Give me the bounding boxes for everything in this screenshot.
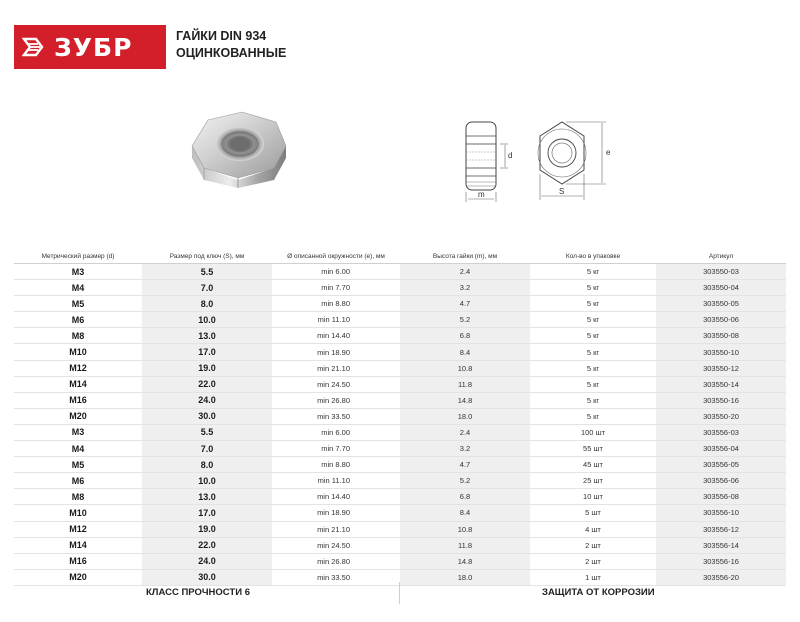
brand-name: ЗУБР — [54, 32, 133, 62]
height-cell: 4.7 — [400, 457, 530, 473]
corrosion-protection-label: ЗАЩИТА ОТ КОРРОЗИИ — [542, 587, 655, 598]
quantity-cell: 25 шт — [530, 473, 656, 489]
height-cell: 11.8 — [400, 537, 530, 553]
diagram-label-s: S — [559, 187, 565, 196]
diameter-cell: min 26.80 — [272, 392, 400, 408]
height-cell: 5.2 — [400, 312, 530, 328]
height-cell: 18.0 — [400, 569, 530, 585]
wrench-size-cell: 5.5 — [142, 264, 272, 280]
top-view-drawing — [538, 122, 606, 200]
header-pack-quantity: Кол-во в упаковке — [565, 252, 621, 260]
diameter-cell: min 11.10 — [272, 312, 400, 328]
quantity-cell: 5 кг — [530, 296, 656, 312]
quantity-cell: 5 кг — [530, 376, 656, 392]
diameter-cell: min 8.80 — [272, 457, 400, 473]
height-cell: 10.8 — [400, 521, 530, 537]
article-cell: 303556-05 — [656, 457, 786, 473]
table-row — [14, 328, 786, 344]
header-nut-height: Высота гайки (m), мм — [432, 252, 498, 260]
wrench-size-cell: 24.0 — [142, 553, 272, 569]
wrench-size-cell: 19.0 — [142, 521, 272, 537]
hex-nut-photo — [186, 108, 292, 190]
side-view-drawing — [466, 122, 508, 202]
table-row — [14, 280, 786, 296]
diameter-cell: min 6.00 — [272, 424, 400, 440]
table-row — [14, 344, 786, 360]
wrench-size-cell: 8.0 — [142, 296, 272, 312]
diameter-cell: min 26.80 — [272, 553, 400, 569]
metric-size-cell: M14 — [14, 537, 142, 553]
wrench-size-cell: 13.0 — [142, 328, 272, 344]
wrench-size-cell: 5.5 — [142, 424, 272, 440]
header-circumscribed-diameter: Ø описанной окружности (e), мм — [287, 252, 385, 260]
article-cell: 303556-03 — [656, 424, 786, 440]
table-row — [14, 505, 786, 521]
article-cell: 303556-20 — [656, 569, 786, 585]
brand-emblem-icon — [22, 35, 48, 59]
metric-size-cell: M6 — [14, 473, 142, 489]
specs-table-header — [14, 249, 786, 264]
table-row — [14, 537, 786, 553]
metric-size-cell: M20 — [14, 408, 142, 424]
article-cell: 303556-04 — [656, 441, 786, 457]
product-title-line1: ГАЙКИ DIN 934 — [176, 29, 267, 43]
quantity-cell: 2 шт — [530, 553, 656, 569]
header-wrench-size: Размер под ключ (S), мм — [169, 252, 245, 260]
article-cell: 303556-10 — [656, 505, 786, 521]
table-row — [14, 521, 786, 537]
quantity-cell: 5 кг — [530, 408, 656, 424]
metric-size-cell: M12 — [14, 521, 142, 537]
height-cell: 8.4 — [400, 505, 530, 521]
article-cell: 303550-08 — [656, 328, 786, 344]
wrench-size-cell: 7.0 — [142, 441, 272, 457]
quantity-cell: 10 шт — [530, 489, 656, 505]
height-cell: 2.4 — [400, 424, 530, 440]
height-cell: 11.8 — [400, 376, 530, 392]
metric-size-cell: M3 — [14, 264, 142, 280]
table-row — [14, 376, 786, 392]
diagram-label-e: e — [606, 148, 611, 157]
quantity-cell: 5 кг — [530, 312, 656, 328]
metric-size-cell: M16 — [14, 553, 142, 569]
quantity-cell: 1 шт — [530, 569, 656, 585]
quantity-cell: 5 кг — [530, 360, 656, 376]
diameter-cell: min 11.10 — [272, 473, 400, 489]
article-cell: 303550-06 — [656, 312, 786, 328]
diameter-cell: min 14.40 — [272, 328, 400, 344]
height-cell: 4.7 — [400, 296, 530, 312]
article-cell: 303550-10 — [656, 344, 786, 360]
wrench-size-cell: 7.0 — [142, 280, 272, 296]
metric-size-cell: M20 — [14, 569, 142, 585]
table-row — [14, 312, 786, 328]
height-cell: 5.2 — [400, 473, 530, 489]
diameter-cell: min 6.00 — [272, 264, 400, 280]
product-title-line2: ОЦИНКОВАННЫЕ — [176, 46, 287, 60]
quantity-cell: 5 шт — [530, 505, 656, 521]
table-row — [14, 264, 786, 280]
quantity-cell: 45 шт — [530, 457, 656, 473]
metric-size-cell: M3 — [14, 424, 142, 440]
article-cell: 303550-16 — [656, 392, 786, 408]
quantity-cell: 2 шт — [530, 537, 656, 553]
height-cell: 2.4 — [400, 264, 530, 280]
article-cell: 303550-04 — [656, 280, 786, 296]
wrench-size-cell: 30.0 — [142, 569, 272, 585]
metric-size-cell: M4 — [14, 280, 142, 296]
metric-size-cell: M6 — [14, 312, 142, 328]
height-cell: 8.4 — [400, 344, 530, 360]
article-cell: 303550-05 — [656, 296, 786, 312]
metric-size-cell: M12 — [14, 360, 142, 376]
quantity-cell: 55 шт — [530, 441, 656, 457]
table-row — [14, 473, 786, 489]
table-row — [14, 489, 786, 505]
height-cell: 3.2 — [400, 441, 530, 457]
metric-size-cell: M10 — [14, 505, 142, 521]
wrench-size-cell: 30.0 — [142, 408, 272, 424]
article-cell: 303550-12 — [656, 360, 786, 376]
article-cell: 303550-14 — [656, 376, 786, 392]
article-cell: 303550-20 — [656, 408, 786, 424]
diameter-cell: min 21.10 — [272, 521, 400, 537]
table-row — [14, 441, 786, 457]
table-row — [14, 408, 786, 424]
metric-size-cell: M5 — [14, 296, 142, 312]
wrench-size-cell: 17.0 — [142, 505, 272, 521]
wrench-size-cell: 24.0 — [142, 392, 272, 408]
height-cell: 18.0 — [400, 408, 530, 424]
diameter-cell: min 18.90 — [272, 505, 400, 521]
metric-size-cell: M14 — [14, 376, 142, 392]
metric-size-cell: M10 — [14, 344, 142, 360]
diameter-cell: min 24.50 — [272, 537, 400, 553]
footer-divider — [399, 582, 400, 604]
article-cell: 303556-08 — [656, 489, 786, 505]
wrench-size-cell: 22.0 — [142, 537, 272, 553]
article-cell: 303550-03 — [656, 264, 786, 280]
height-cell: 14.8 — [400, 553, 530, 569]
article-cell: 303556-14 — [656, 537, 786, 553]
diagram-label-d: d — [508, 151, 513, 160]
article-cell: 303556-12 — [656, 521, 786, 537]
nut-technical-drawing — [440, 108, 620, 208]
height-cell: 3.2 — [400, 280, 530, 296]
metric-size-cell: M16 — [14, 392, 142, 408]
diameter-cell: min 21.10 — [272, 360, 400, 376]
quantity-cell: 5 кг — [530, 328, 656, 344]
diameter-cell: min 8.80 — [272, 296, 400, 312]
article-cell: 303556-16 — [656, 553, 786, 569]
quantity-cell: 5 кг — [530, 280, 656, 296]
specs-table-body — [14, 264, 786, 586]
table-row — [14, 360, 786, 376]
metric-size-cell: M4 — [14, 441, 142, 457]
diameter-cell: min 7.70 — [272, 441, 400, 457]
footer — [0, 578, 800, 608]
strength-class-label: КЛАСС ПРОЧНОСТИ 6 — [146, 587, 250, 598]
diameter-cell: min 33.50 — [272, 408, 400, 424]
brand-logo — [14, 25, 166, 69]
diameter-cell: min 24.50 — [272, 376, 400, 392]
table-row — [14, 457, 786, 473]
wrench-size-cell: 19.0 — [142, 360, 272, 376]
diameter-cell: min 33.50 — [272, 569, 400, 585]
metric-size-cell: M8 — [14, 489, 142, 505]
diameter-cell: min 7.70 — [272, 280, 400, 296]
header-article: Артикул — [708, 252, 734, 260]
height-cell: 6.8 — [400, 489, 530, 505]
wrench-size-cell: 13.0 — [142, 489, 272, 505]
diameter-cell: min 14.40 — [272, 489, 400, 505]
table-row — [14, 553, 786, 569]
table-row — [14, 392, 786, 408]
table-row — [14, 296, 786, 312]
metric-size-cell: M8 — [14, 328, 142, 344]
wrench-size-cell: 17.0 — [142, 344, 272, 360]
wrench-size-cell: 10.0 — [142, 473, 272, 489]
wrench-size-cell: 8.0 — [142, 457, 272, 473]
metric-size-cell: M5 — [14, 457, 142, 473]
height-cell: 14.8 — [400, 392, 530, 408]
wrench-size-cell: 22.0 — [142, 376, 272, 392]
quantity-cell: 5 кг — [530, 344, 656, 360]
wrench-size-cell: 10.0 — [142, 312, 272, 328]
header-metric-size: Метрический размер (d) — [41, 252, 115, 260]
specs-table — [14, 249, 786, 586]
table-row — [14, 424, 786, 440]
quantity-cell: 5 кг — [530, 392, 656, 408]
quantity-cell: 5 кг — [530, 264, 656, 280]
height-cell: 6.8 — [400, 328, 530, 344]
diagram-label-m: m — [478, 190, 485, 199]
height-cell: 10.8 — [400, 360, 530, 376]
quantity-cell: 4 шт — [530, 521, 656, 537]
quantity-cell: 100 шт — [530, 424, 656, 440]
diameter-cell: min 18.90 — [272, 344, 400, 360]
product-title — [176, 28, 286, 62]
article-cell: 303556-06 — [656, 473, 786, 489]
